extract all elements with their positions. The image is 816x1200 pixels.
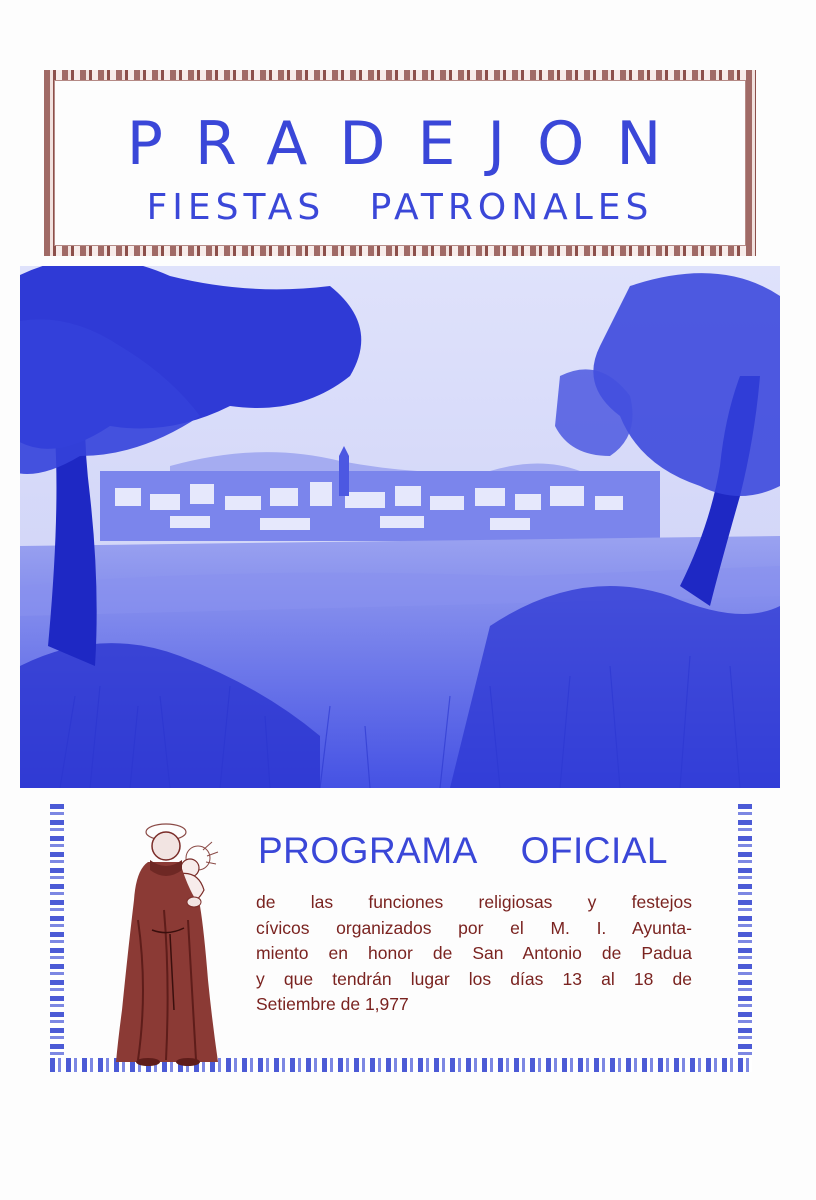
program-description [256,890,692,1018]
frame-border-left [50,804,64,1072]
frame-border-right [738,804,752,1072]
program-line: miento en honor de San Antonio de Padua [256,943,692,963]
landscape-photo-image [20,266,780,788]
program-line: Setiembre de 1,977 [256,994,409,1014]
page-title: PRADEJON [126,109,694,179]
page-subtitle: FIESTAS PATRONALES [146,187,654,228]
header-frame [44,70,756,256]
program-line: de las funciones religiosas y festejos [256,892,692,912]
landscape-photo [20,266,780,788]
saint-anthony-illustration [108,810,273,1068]
program-line: y que tendrán lugar los días 13 al 18 de [256,968,692,989]
program-title: PROGRAMA OFICIAL [258,830,669,871]
program-line: cívicos organizados por el M. I. Ayunta- [256,917,692,938]
